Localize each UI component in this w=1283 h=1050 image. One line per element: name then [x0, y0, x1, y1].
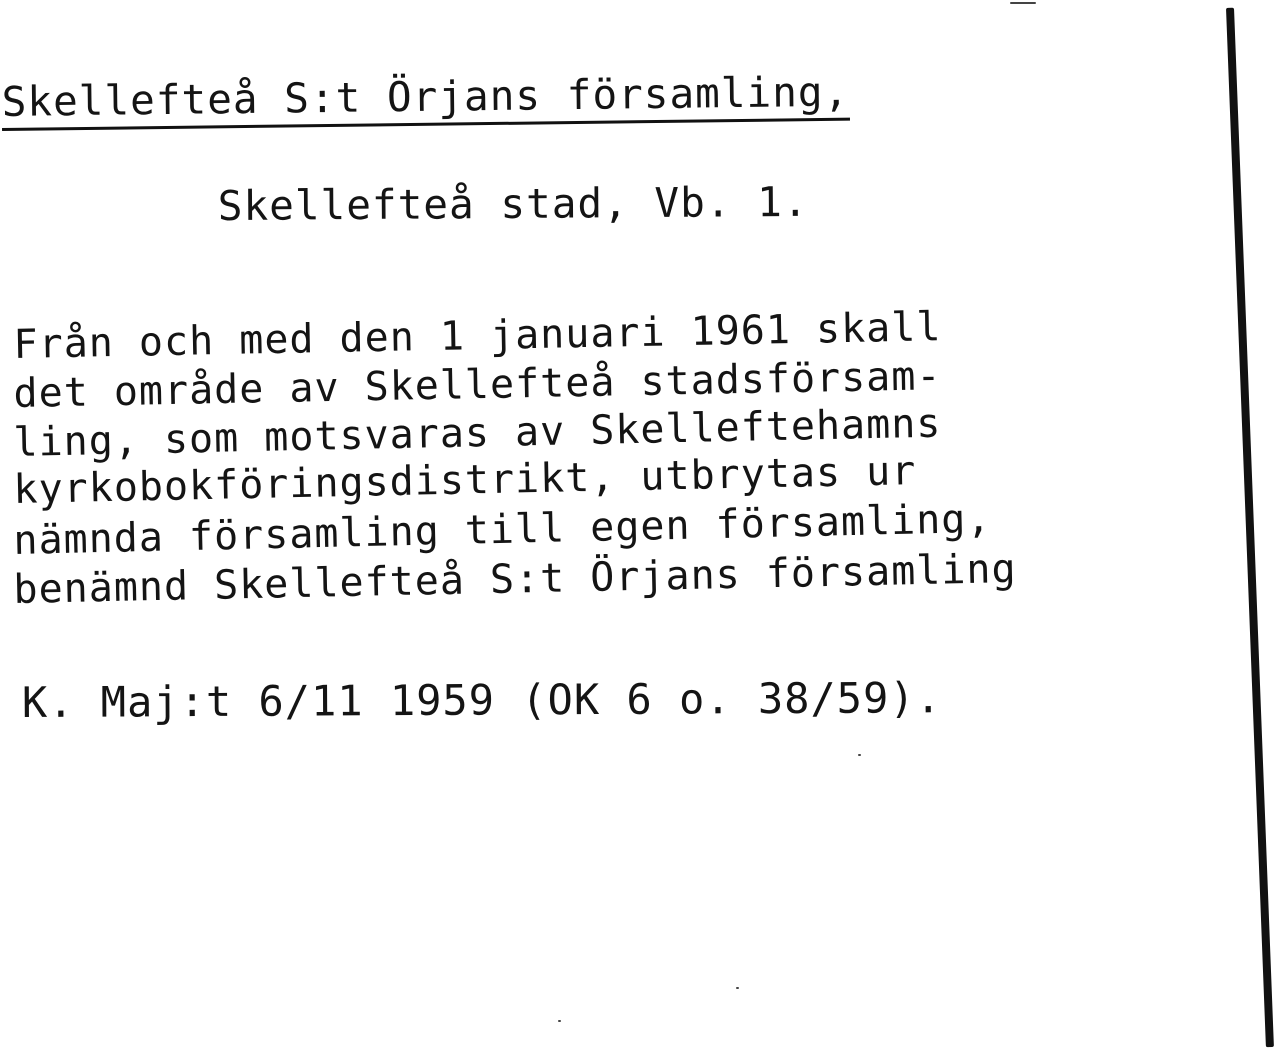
- scan-speck: [858, 754, 861, 756]
- body-line-4: kyrkobokföringsdistrikt, utbrytas ur: [13, 448, 917, 514]
- scan-speck: [558, 1020, 561, 1022]
- body-line-1: Från och med den 1 januari 1961 skall: [13, 304, 942, 369]
- body-line-6: benämnd Skellefteå S:t Örjans församling: [13, 545, 1018, 614]
- card-heading: [1, 68, 849, 126]
- body-line-2: det område av Skellefteå stadsförsam-: [13, 353, 942, 418]
- scan-speck: [1010, 2, 1036, 4]
- card-edge: [1226, 8, 1274, 1048]
- card-reference: K. Maj:t 6/11 1959 (OK 6 o. 38/59).: [21, 673, 943, 727]
- scan-speck: [736, 987, 739, 989]
- card-subheading: Skellefteå stad, Vb. 1.: [217, 177, 809, 230]
- body-line-3: ling, som motsvaras av Skelleftehamns: [13, 400, 942, 467]
- body-line-5: nämnda församling till egen församling,: [12, 495, 992, 565]
- card-heading-text: Skellefteå S:t Örjans församling,: [1, 68, 849, 131]
